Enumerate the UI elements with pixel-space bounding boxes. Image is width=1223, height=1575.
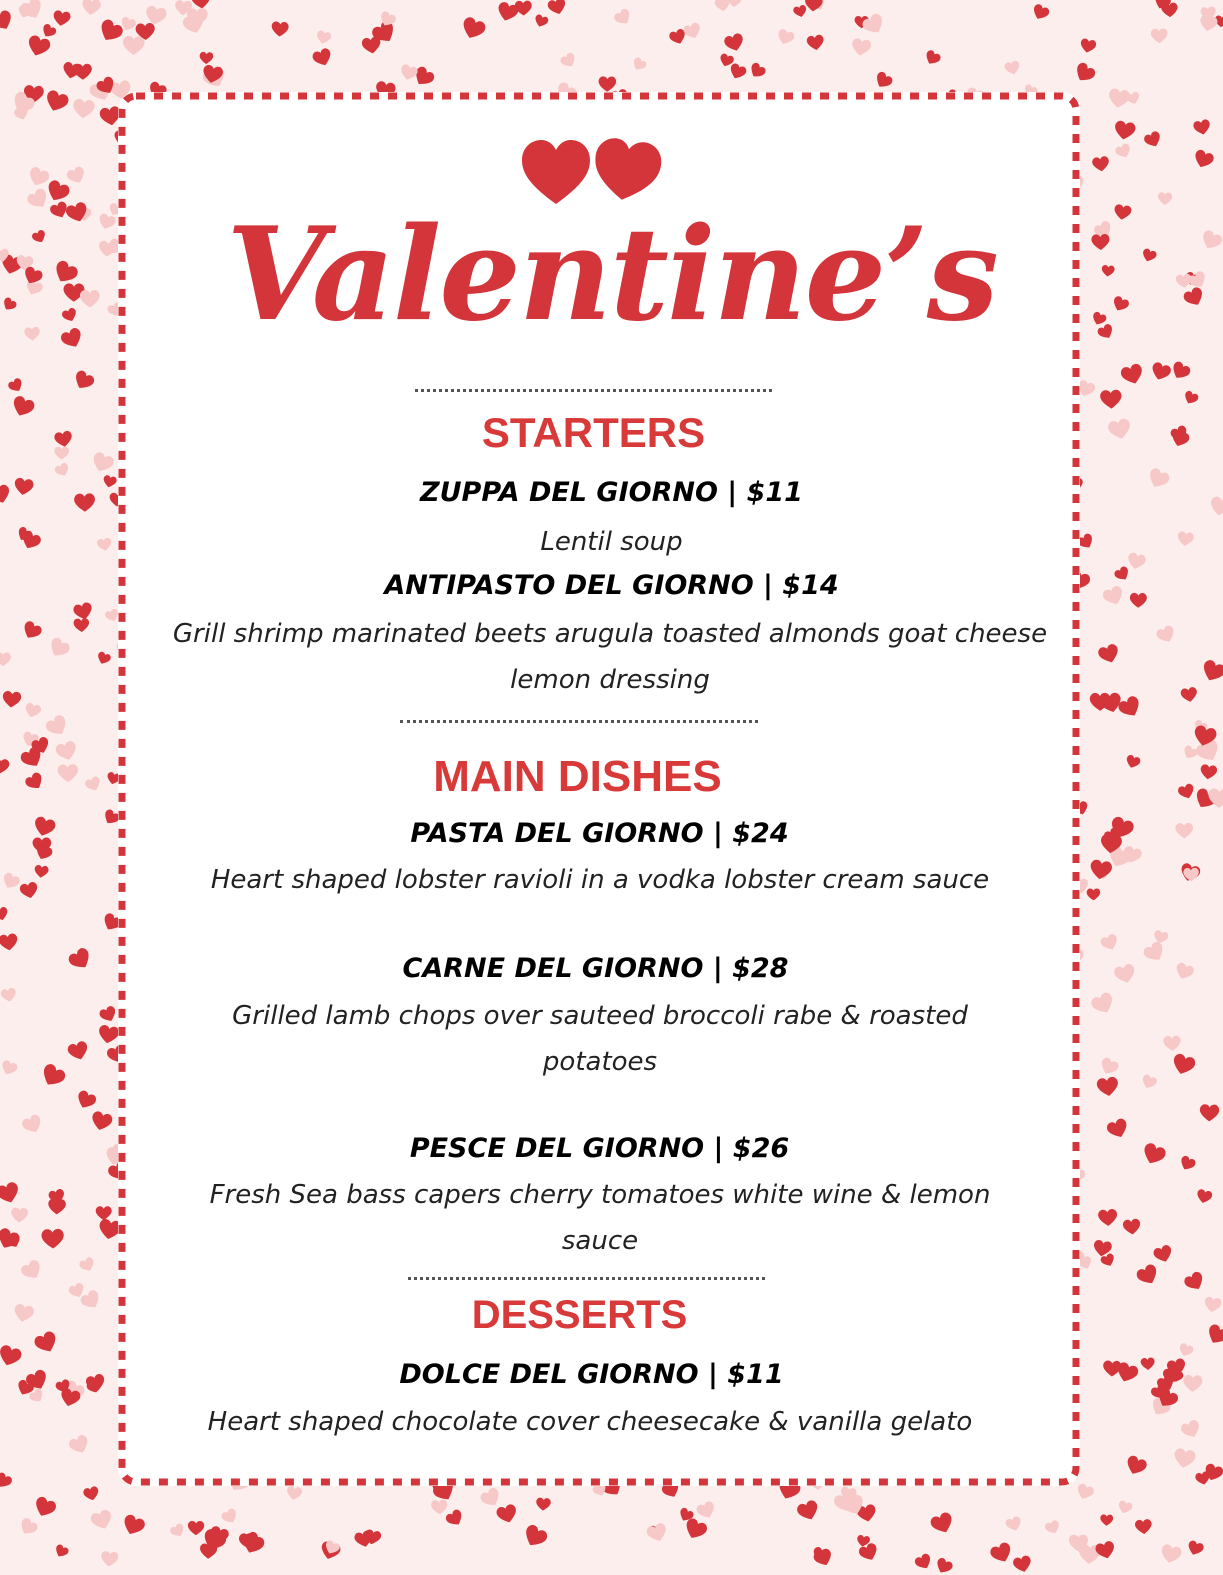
heart-confetti-icon [1135, 1519, 1153, 1535]
heart-confetti-icon [1170, 1052, 1197, 1077]
heart-confetti-icon [1151, 28, 1168, 43]
heart-confetti-icon [533, 14, 549, 29]
heart-confetti-icon [41, 1229, 64, 1249]
heart-confetti-icon [1124, 1454, 1149, 1478]
heart-confetti-icon [89, 1508, 114, 1532]
heart-confetti-icon [645, 1522, 669, 1544]
heart-confetti-icon [25, 34, 52, 59]
heart-confetti-icon [851, 38, 872, 57]
item-name-zuppa: ZUPPA DEL GIORNO | $11 [420, 477, 803, 508]
heart-confetti-icon [1119, 362, 1145, 386]
heart-confetti-icon [612, 7, 633, 28]
heart-confetti-icon [923, 49, 942, 68]
heart-confetti-icon [1208, 788, 1223, 808]
section-title-starters: STARTERS [481, 409, 706, 456]
heart-confetti-icon [1155, 624, 1177, 645]
heart-confetti-icon [444, 1508, 465, 1529]
heart-confetti-icon [81, 0, 102, 16]
heart-confetti-icon [26, 166, 51, 189]
heart-confetti-icon [123, 36, 145, 55]
heart-confetti-icon [559, 51, 578, 70]
heart-confetti-icon [747, 61, 767, 80]
menu-title: Valentine’s [226, 200, 997, 350]
heart-confetti-icon [630, 56, 648, 73]
item-name-pasta: PASTA DEL GIORNO | $24 [410, 818, 789, 849]
heart-confetti-icon [804, 0, 823, 12]
heart-confetti-icon [1107, 88, 1131, 109]
heart-confetti-icon [775, 28, 795, 47]
heart-confetti-icon [860, 12, 887, 38]
heart-confetti-icon [220, 1507, 240, 1526]
heart-confetti-icon [97, 1024, 120, 1045]
heart-confetti-icon [1099, 933, 1120, 953]
heart-confetti-icon [1097, 643, 1121, 666]
heart-confetti-icon [46, 636, 71, 661]
heart-confetti-icon [52, 10, 71, 27]
heart-confetti-icon [0, 1226, 21, 1252]
heart-confetti-icon [1177, 1342, 1194, 1358]
heart-confetti-icon [598, 76, 616, 92]
heart-confetti-icon [1193, 119, 1212, 137]
heart-confetti-icon [1114, 142, 1133, 160]
heart-confetti-icon [806, 34, 825, 51]
heart-confetti-icon [98, 1005, 119, 1025]
heart-confetti-icon [1149, 361, 1172, 383]
heart-confetti-icon [1113, 120, 1136, 141]
heart-confetti-icon [1186, 1539, 1205, 1557]
item-name-carne: CARNE DEL GIORNO | $28 [402, 953, 789, 984]
heart-confetti-icon [144, 5, 168, 27]
heart-confetti-icon [23, 702, 42, 719]
heart-confetti-icon [1203, 1296, 1222, 1313]
heart-confetti-icon [0, 1471, 14, 1491]
heart-confetti-icon [795, 1499, 821, 1523]
heart-confetti-icon [90, 1110, 114, 1132]
heart-confetti-icon [1089, 991, 1116, 1017]
heart-confetti-icon [96, 651, 112, 666]
heart-confetti-icon [727, 62, 747, 81]
heart-confetti-icon [191, 0, 212, 10]
heart-confetti-icon [399, 63, 419, 82]
heart-confetti-icon [1100, 1514, 1113, 1526]
heart-confetti-icon [1044, 1519, 1062, 1536]
heart-confetti-icon [96, 17, 125, 45]
heart-confetti-icon [682, 22, 703, 41]
heart-confetti-icon [82, 1486, 100, 1502]
heart-confetti-icon [11, 1207, 29, 1223]
heart-confetti-icon [1098, 1209, 1118, 1227]
heart-confetti-icon [1096, 1076, 1119, 1097]
heart-confetti-icon [0, 652, 11, 666]
heart-confetti-icon [1182, 390, 1199, 407]
heart-confetti-icon [1092, 156, 1111, 173]
item-desc-carne: Grilled lamb chops over sauteed broccoli rabe & roasted potatoes [232, 1001, 968, 1077]
heart-confetti-icon [1204, 1323, 1223, 1348]
heart-confetti-icon [19, 1258, 45, 1283]
heart-confetti-icon [1135, 1263, 1161, 1288]
heart-confetti-icon [311, 47, 334, 68]
heart-confetti-icon [1180, 686, 1198, 703]
heart-confetti-icon [78, 1256, 97, 1274]
heart-confetti-icon [271, 21, 289, 37]
heart-confetti-icon [495, 1503, 519, 1525]
heart-confetti-icon [1079, 38, 1097, 54]
heart-confetti-icon [32, 1495, 58, 1520]
heart-confetti-icon [515, 0, 532, 15]
heart-confetti-icon [1098, 1056, 1120, 1077]
heart-confetti-icon [521, 1523, 550, 1551]
heart-confetti-icon [695, 1500, 717, 1521]
heart-confetti-icon [71, 369, 96, 393]
heart-confetti-icon [547, 0, 568, 16]
item-desc-dolce: Heart shaped chocolate cover cheesecake & vanilla gelato [207, 1407, 973, 1437]
heart-confetti-icon [1117, 1500, 1133, 1515]
heart-confetti-icon [1179, 1418, 1202, 1440]
heart-confetti-icon [1169, 360, 1192, 382]
heart-confetti-icon [74, 64, 93, 80]
heart-confetti-icon [0, 1059, 19, 1077]
heart-confetti-icon [929, 1511, 956, 1537]
heart-confetti-icon [682, 1517, 709, 1543]
heart-confetti-icon [66, 1040, 90, 1062]
heart-confetti-icon [1005, 1515, 1024, 1533]
divider-starters [415, 389, 772, 392]
heart-confetti-icon [1199, 764, 1217, 781]
item-desc-zuppa: Lentil soup [540, 527, 683, 557]
heart-confetti-icon [1072, 61, 1097, 86]
heart-confetti-icon [1152, 1244, 1174, 1265]
item-name-antipasto: ANTIPASTO DEL GIORNO | $14 [384, 570, 839, 601]
heart-confetti-icon [1143, 130, 1164, 150]
heart-confetti-icon [1159, 1543, 1183, 1565]
heart-confetti-icon [723, 32, 746, 53]
heart-confetti-icon [1140, 1073, 1158, 1090]
heart-confetti-icon [100, 1551, 119, 1568]
item-desc-pesce: Fresh Sea bass capers cherry tomatoes white wine & lemon sauce [209, 1180, 991, 1256]
divider-main-dishes [400, 720, 758, 723]
heart-confetti-icon [96, 1206, 112, 1220]
heart-confetti-icon [0, 987, 17, 1003]
heart-confetti-icon [20, 620, 43, 643]
heart-confetti-icon [1030, 3, 1050, 22]
heart-confetti-icon [0, 9, 15, 34]
heart-confetti-icon [1163, 1035, 1181, 1051]
heart-confetti-icon [459, 16, 487, 43]
heart-confetti-icon [1012, 1555, 1033, 1574]
heart-confetti-icon [1199, 658, 1223, 684]
heart-confetti-icon [44, 713, 71, 739]
section-title-desserts: DESSERTS [471, 1293, 688, 1337]
heart-confetti-icon [120, 1513, 146, 1538]
heart-confetti-icon [913, 1552, 933, 1572]
item-desc-antipasto: Grill shrimp marinated beets arugula toasted almonds goat cheese lemon dressing [172, 619, 1048, 695]
heart-confetti-icon [1122, 1218, 1141, 1235]
heart-confetti-icon [1195, 1188, 1213, 1204]
heart-confetti-icon [989, 1541, 1015, 1566]
heart-confetti-icon [1004, 60, 1022, 76]
heart-confetti-icon [72, 98, 95, 119]
heart-confetti-icon [934, 1556, 954, 1575]
heart-confetti-icon [1192, 149, 1215, 171]
item-name-pesce: PESCE DEL GIORNO | $26 [409, 1133, 790, 1164]
heart-confetti-icon [38, 1062, 67, 1090]
heart-confetti-icon [0, 933, 19, 952]
heart-confetti-icon [199, 52, 213, 65]
divider-desserts [408, 1277, 765, 1280]
heart-confetti-icon [286, 1486, 303, 1501]
heart-confetti-icon [0, 906, 10, 922]
heart-confetti-icon [65, 165, 87, 186]
heart-confetti-icon [1173, 1448, 1197, 1470]
heart-confetti-icon [1075, 1482, 1096, 1501]
heart-confetti-icon [40, 23, 58, 40]
heart-confetti-icon [53, 1543, 70, 1559]
heart-confetti-icon [0, 1181, 22, 1206]
heart-confetti-icon [1094, 1540, 1116, 1561]
heart-confetti-icon [17, 1516, 39, 1538]
heart-confetti-icon [188, 1521, 205, 1536]
heart-confetti-icon [2, 690, 22, 708]
item-desc-pasta: Heart shaped lobster ravioli in a vodka lobster cream sauce [210, 865, 990, 895]
heart-confetti-icon [479, 1486, 504, 1510]
heart-confetti-icon [169, 1522, 187, 1539]
heart-confetti-icon [873, 70, 895, 91]
heart-confetti-icon [7, 377, 25, 395]
heart-confetti-icon [1199, 1104, 1219, 1122]
heart-confetti-icon [431, 1499, 449, 1515]
item-name-dolce: DOLCE DEL GIORNO | $11 [399, 1359, 784, 1390]
heart-confetti-icon [74, 1089, 98, 1112]
heart-confetti-icon [315, 30, 332, 46]
heart-confetti-icon [72, 601, 94, 621]
heart-confetti-icon [43, 89, 70, 115]
heart-confetti-icon [536, 1497, 551, 1511]
section-title-main-dishes: MAIN DISHES [433, 752, 722, 801]
heart-confetti-icon [73, 618, 89, 632]
heart-confetti-icon [793, 4, 808, 18]
